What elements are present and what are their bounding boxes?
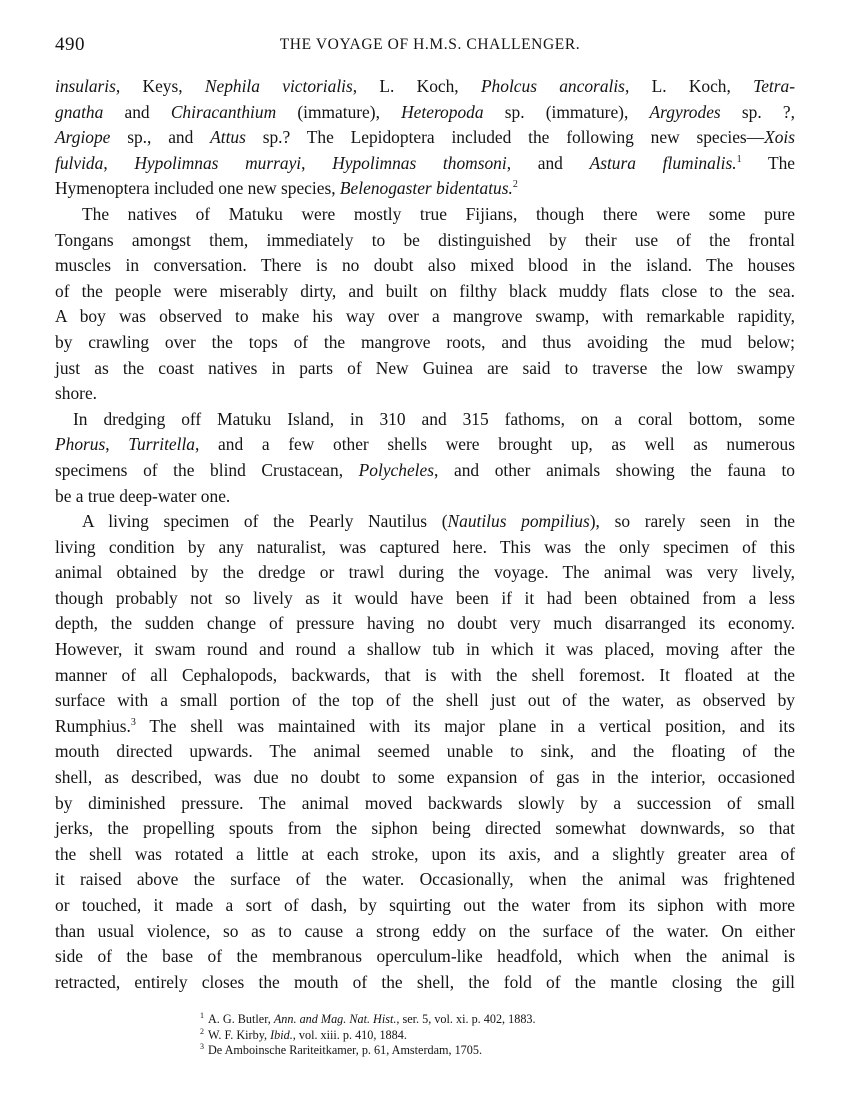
italic-text: Astura fluminalis.	[589, 152, 737, 173]
italic-text: Hypolimnas thomsoni	[332, 152, 507, 173]
text-line	[55, 176, 795, 202]
text-run: , Keys,	[115, 76, 205, 96]
text-line	[55, 816, 795, 842]
text-line	[55, 253, 795, 279]
italic-text: Nautilus pompilius	[447, 511, 590, 532]
text-line	[55, 74, 795, 100]
text-run: In dredging off Matuku Island, in 310 and 315 fathoms, on a coral bottom, some	[73, 408, 795, 429]
text-run: De Amboinsche Rariteitkamer, p. 61, Amsterdam, 1705.	[208, 1043, 483, 1057]
text-line	[55, 100, 795, 126]
text-line	[55, 356, 795, 382]
text-run: or touched, it made a sort of dash, by squirting out the water from its siphon with more	[55, 895, 795, 915]
text-run: , L. Koch,	[624, 76, 754, 96]
text-line	[55, 202, 795, 228]
text-run: , ser. 5, vol. xi. p. 402, 1883.	[396, 1012, 536, 1026]
footnote	[200, 1043, 800, 1059]
text-run: surface with a small portion of the top of the shell just out of the water, as observed by	[55, 690, 795, 711]
text-run: manner of all Cephalopods, backwards, that is with the shell foremost. It floated at the	[55, 664, 795, 685]
text-line	[55, 637, 795, 663]
text-run: Hymenoptera included one new species,	[55, 178, 340, 199]
text-run: though probably not so lively as it would have been if it had been obtained from a less	[55, 587, 795, 608]
text-line	[55, 432, 795, 458]
text-run: sp.? The Lepidoptera included the following new species—	[245, 127, 765, 148]
text-run: ,	[301, 152, 333, 173]
text-line	[55, 586, 795, 612]
footnotes	[200, 1012, 800, 1059]
text-run: sp. (immature),	[483, 101, 650, 122]
italic-text: Heteropoda	[401, 101, 484, 122]
footnote-reference: 3	[130, 716, 136, 728]
footnote	[200, 1028, 800, 1044]
text-run: and	[103, 101, 171, 122]
italic-text: Belenogaster bidentatus.	[339, 178, 513, 199]
text-line	[55, 279, 795, 305]
text-run: than usual violence, so as to cause a strong eddy on the surface of the water. On either	[55, 920, 795, 941]
text-run: Rumphius.	[55, 715, 131, 736]
text-line	[55, 765, 795, 791]
text-line	[55, 484, 795, 510]
text-run: , L. Koch,	[352, 76, 481, 96]
text-line	[55, 791, 795, 817]
text-line	[55, 944, 795, 970]
text-run: depth, the sudden change of pressure having no doubt very much disarranged its economy.	[55, 613, 795, 634]
text-line	[55, 381, 795, 407]
text-line	[55, 407, 795, 433]
text-run: shore.	[55, 383, 98, 404]
text-run: A living specimen of the Pearly Nautilus (	[82, 511, 448, 532]
footnote	[200, 1012, 800, 1028]
italic-text: Polycheles	[358, 459, 434, 480]
text-run: W. F. Kirby,	[208, 1027, 271, 1042]
text-run: ), so rarely seen in the	[589, 511, 796, 532]
text-line	[55, 714, 795, 740]
italic-text: gnatha	[55, 101, 104, 122]
text-run: animal obtained by the dredge or trawl during the voyage. The animal was very lively,	[55, 562, 795, 583]
text-run: The natives of Matuku were mostly true Fijians, though there were some pure	[82, 203, 795, 224]
text-line	[55, 228, 795, 254]
text-run: specimens of the blind Crustacean,	[55, 459, 359, 480]
text-line	[55, 663, 795, 689]
text-line	[55, 970, 795, 996]
text-line	[55, 330, 795, 356]
text-line	[55, 535, 795, 561]
footnote-mark: 1	[200, 1011, 204, 1020]
text-run: , and a few other shells were brought up, as well as numerous	[194, 434, 795, 455]
text-run: However, it swam round and round a shallow tub in which it was placed, moving after the	[55, 639, 795, 660]
text-run: living condition by any naturalist, was captured here. This was the only specimen of this	[55, 536, 795, 557]
text-run: A. G. Butler,	[208, 1012, 274, 1026]
text-line	[55, 739, 795, 765]
text-run: Tongans amongst them, immediately to be distinguished by their use of the frontal	[55, 229, 795, 250]
footnote-mark: 3	[200, 1042, 204, 1051]
text-run: The	[741, 152, 795, 173]
italic-text: Tetra-	[753, 76, 796, 96]
page-header	[55, 34, 795, 58]
italic-text: Ann. and Mag. Nat. Hist.	[273, 1012, 397, 1026]
text-run: shell, as described, was due no doubt to some expansion of gas in the interior, occasioned	[55, 767, 795, 788]
footnote-mark: 2	[200, 1026, 204, 1036]
text-line	[55, 867, 795, 893]
italic-text: Turritella	[128, 434, 195, 455]
text-line	[55, 842, 795, 868]
text-run: muscles in conversation. There is no doubt also mixed blood in the island. The houses	[55, 255, 795, 276]
italic-text: insularis	[55, 76, 116, 96]
body-text	[55, 74, 795, 995]
text-line	[55, 458, 795, 484]
footnote-reference: 2	[512, 179, 518, 191]
italic-text: Hypolimnas murrayi	[134, 152, 302, 173]
text-run: retracted, entirely closes the mouth of the shell, the fold of the mantle closing the gill	[55, 971, 795, 992]
text-line	[55, 611, 795, 637]
text-run: by diminished pressure. The animal moved backwards slowly by a succession of small	[55, 792, 795, 813]
text-run: , vol. xiii. p. 410, 1884.	[292, 1027, 407, 1042]
running-title: THE VOYAGE OF H.M.S. CHALLENGER.	[279, 36, 581, 53]
text-run: jerks, the propelling spouts from the siphon being directed somewhat downwards, so that	[55, 818, 795, 839]
text-run: sp. ?,	[720, 101, 795, 122]
text-run: A boy was observed to make his way over a mangrove swamp, with remarkable rapidity,	[55, 306, 795, 327]
italic-text: Nephila victorialis	[204, 76, 353, 96]
text-run: The shell was maintained with its major plane in a vertical position, and its	[135, 715, 795, 736]
page-number: 490	[55, 34, 85, 55]
text-run: side of the base of the membranous operculum-like headfold, which when the animal is	[55, 946, 795, 967]
text-run: just as the coast natives in parts of New Guinea are said to traverse the low swampy	[55, 357, 795, 378]
text-run: , and	[506, 152, 590, 173]
text-line	[55, 509, 795, 535]
text-line	[55, 304, 795, 330]
text-line	[55, 125, 795, 151]
text-line	[55, 151, 795, 177]
italic-text: Xois	[764, 127, 796, 148]
italic-text: Ibid.	[270, 1027, 293, 1042]
text-run: mouth directed upwards. The animal seemed unable to sink, and the floating of the	[55, 741, 795, 762]
text-run: be a true deep-water one.	[55, 485, 231, 506]
text-run: , and other animals showing the fauna to	[434, 459, 796, 480]
text-run: by crawling over the tops of the mangrove roots, and thus avoiding the mud below;	[55, 331, 795, 352]
text-line	[55, 560, 795, 586]
text-line	[55, 893, 795, 919]
text-run: the shell was rotated a little at each stroke, upon its axis, and a slightly greater area of	[55, 843, 795, 864]
text-run: (immature),	[276, 101, 402, 122]
text-run: ,	[105, 434, 129, 455]
italic-text: Chiracanthium	[170, 101, 277, 122]
italic-text: Argyrodes	[649, 101, 721, 122]
footnote-reference: 1	[736, 153, 742, 165]
italic-text: Pholcus ancoralis	[480, 76, 625, 96]
text-run: of the people were miserably dirty, and built on filthy black muddy flats close to the sea.	[55, 280, 795, 301]
text-line	[55, 688, 795, 714]
text-line	[55, 919, 795, 945]
italic-text: Argiope	[55, 127, 111, 148]
italic-text: fulvida	[55, 152, 104, 173]
text-run: it raised above the surface of the water. Occasionally, when the animal was frightened	[55, 869, 795, 890]
italic-text: Phorus	[55, 434, 106, 455]
text-run: ,	[103, 152, 135, 173]
italic-text: Attus	[210, 127, 246, 148]
text-run: sp., and	[110, 127, 211, 148]
